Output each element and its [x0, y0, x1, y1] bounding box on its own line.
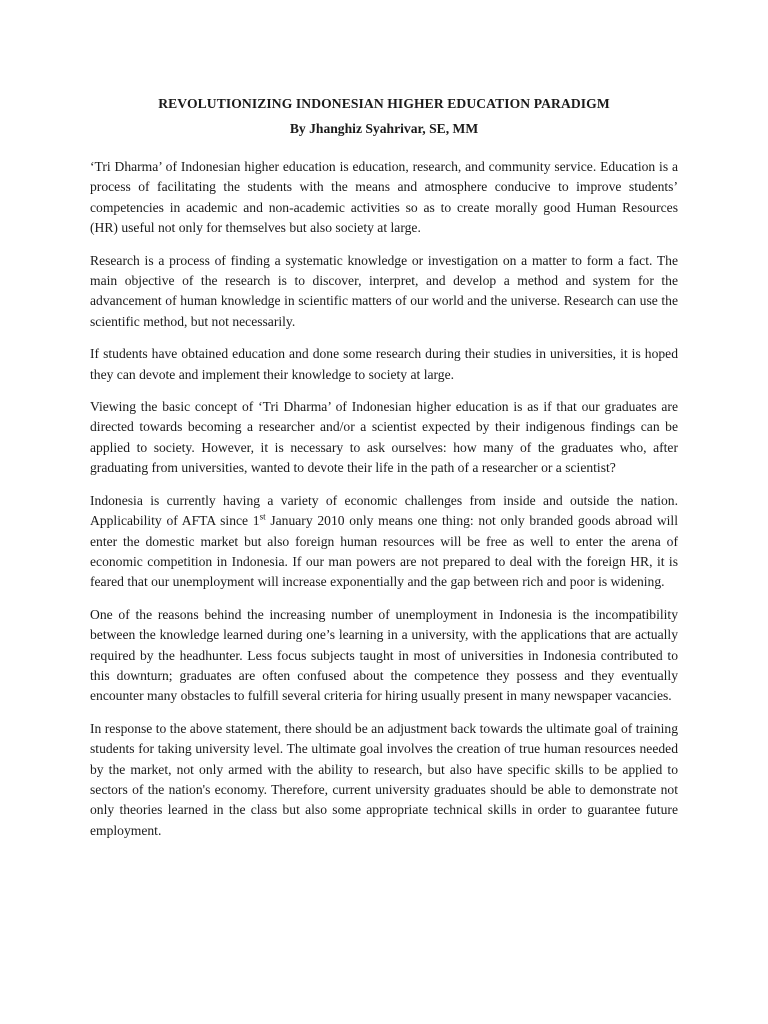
paragraph-unemployment-reasons: One of the reasons behind the increasing number of unemployment in Indonesia is the incompatibility between the knowledge learned during one’s learning in a university, with the applications that are actually required by the headhunter. Less focus subjects taught in most of universities in Indonesia contributed to this downturn; graduates are often confused about the competence they possess and they eventually encounter many obstacles to fulfill several criteria for hiring usually present in many newspaper vacancies.	[90, 606, 678, 704]
paragraph-basic-concept: Viewing the basic concept of ‘Tri Dharma’ of Indonesian higher education is as if that our graduates are directed towards becoming a researcher and/or a scientist expected by their indigenous findings can be applied to society. However, it is necessary to ask ourselves: how many of the graduates who, after graduating from universities, wanted to devote their life in the path of a researcher or a scientist?	[90, 399, 678, 476]
paragraph-economic-challenges-text-start: Indonesia is currently having a variety of economic challenges from inside and outside the nation. Applicability of AFTA since 1	[90, 492, 678, 529]
paragraph-economic-challenges	[90, 491, 678, 593]
ordinal-suffix: st	[259, 511, 266, 522]
paragraph-students: If students have obtained education and done some research during their studies in universities, it is hoped they can devote and implement their knowledge to society at large.	[90, 346, 678, 382]
paragraph-tri-dharma: ‘Tri Dharma’ of Indonesian higher education is education, research, and community service. Education is a process of facilitating the students with the means and atmosphere conducive to improve students’ competencies in academic and non-academic activities so as to create morally good Human Resources (HR) useful not only for themselves but also society at large.	[90, 159, 678, 236]
document-body	[90, 94, 678, 841]
paragraph-response: In response to the above statement, there should be an adjustment back towards the ultimate goal of training students for taking university level. The ultimate goal involves the creation of true human resources needed by the market, not only armed with the ability to research, but also have specific skills to be applied to sectors of the nation's economy. Therefore, current university graduates should be able to demonstrate not only theories learned in the class but also some appropriate technical skills in order to guarantee future employment.	[90, 720, 678, 838]
paragraph-economic-challenges-text-end: January 2010 only means one thing: not only branded goods abroad will enter the domestic market but also foreign human resources will be free as well to enter the arena of economic competition in Indonesia. If our man powers are not prepared to deal with the foreign HR, it is feared that our unemployment will increase exponentially and the gap between rich and poor is widening.	[90, 513, 678, 590]
document-byline: By Jhanghiz Syahrivar, SE, MM	[289, 121, 479, 136]
document-title: REVOLUTIONIZING INDONESIAN HIGHER EDUCATION PARADIGM	[158, 96, 610, 111]
paragraph-research: Research is a process of finding a systematic knowledge or investigation on a matter to form a fact. The main objective of the research is to discover, interpret, and develop a method and system for the advancement of human knowledge in scientific matters of our world and the universe. Research can use the scientific method, but not necessarily.	[90, 252, 678, 329]
